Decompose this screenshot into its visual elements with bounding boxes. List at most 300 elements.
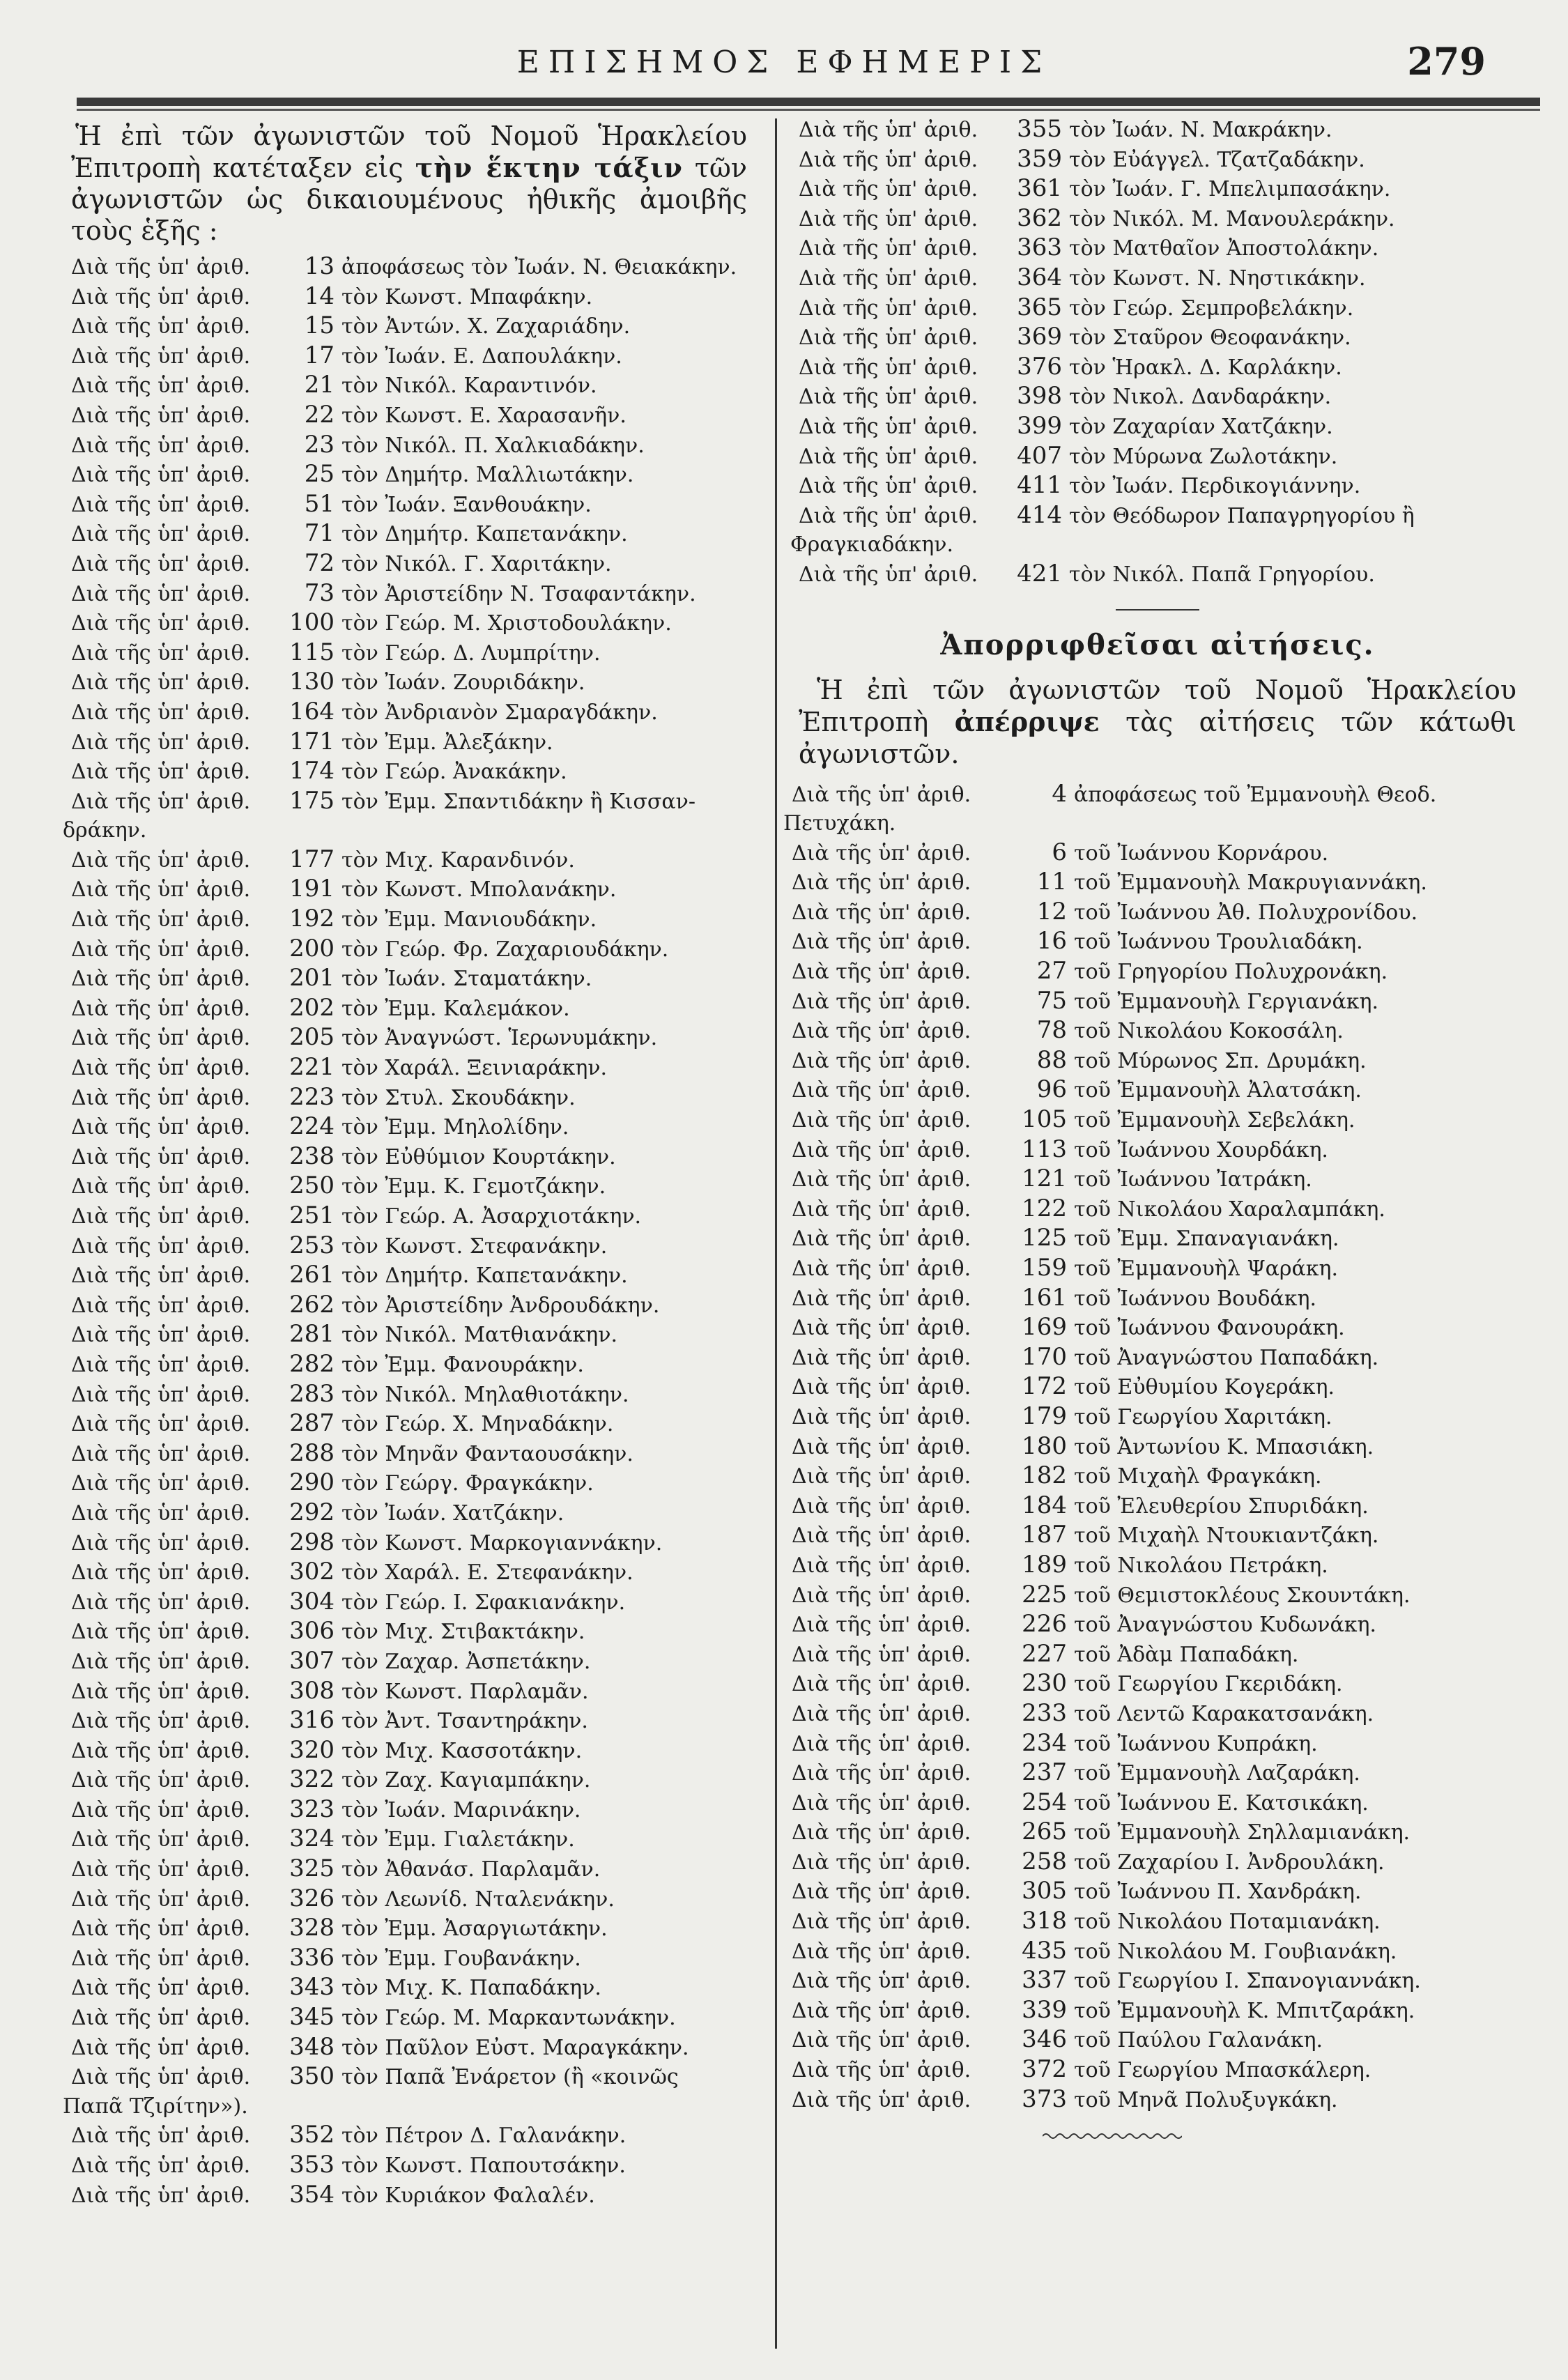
entry-text: τὸν Κωνστ. Στεφανάκην.: [341, 1234, 608, 1259]
entry-text: τοῦ Ἀντωνίου Κ. Μπασιάκη.: [1074, 1434, 1374, 1459]
entry-prefix: Διὰ τῆς ὑπ' ἀριθ.: [792, 1701, 971, 1726]
entry-text: τοῦ Ἰωάννου Π. Χανδράκη.: [1074, 1880, 1362, 1905]
entry-text: τὸν Κωνστ. Μπαφάκην.: [341, 284, 593, 309]
entry-number: 345: [289, 2003, 335, 2032]
entry-prefix: Διὰ τῆς ὑπ' ἀριθ.: [799, 236, 978, 261]
intro-text-end: τῶν ἀγωνιστῶν ὡς δικαιουμένους ἠθικῆς ἀμοιβῆς τοὺς ἑξῆς :: [71, 153, 747, 246]
list-item: [792, 1016, 1516, 1046]
entry-number: 325: [289, 1855, 335, 1883]
list-item: [71, 1795, 747, 1825]
entry-prefix: Διὰ τῆς ὑπ' ἀριθ.: [71, 1857, 251, 1882]
entry-prefix: Διὰ τῆς ὑπ' ἀριθ.: [799, 147, 978, 172]
entry-number: 6: [1052, 838, 1067, 866]
entry-prefix: Διὰ τῆς ὑπ' ἀριθ.: [71, 463, 251, 488]
entry-prefix: Διὰ τῆς ὑπ' ἀριθ.: [71, 1738, 251, 1763]
column-divider: [775, 118, 777, 2349]
list-item: [71, 1706, 747, 1736]
entry-number: 337: [1022, 1966, 1067, 1995]
entry-text: τοῦ Μύρωνος Σπ. Δρυμάκη.: [1074, 1048, 1367, 1073]
entry-prefix: Διὰ τῆς ὑπ' ἀριθ.: [799, 474, 978, 499]
entry-prefix: Διὰ τῆς ὑπ' ἀριθ.: [799, 206, 978, 231]
entry-prefix: Διὰ τῆς ὑπ' ἀριθ.: [792, 1672, 971, 1697]
entry-text: τοῦ Νικολάου Πετράκη.: [1074, 1553, 1328, 1578]
entry-number: 254: [1022, 1788, 1067, 1816]
entry-continuation: Παπᾶ Τζιρίτην»).: [63, 2094, 248, 2119]
entry-continuation: Πετυχάκη.: [783, 811, 896, 836]
entry-text: τὸν Ζαχαρίαν Χατζάκην.: [1069, 414, 1333, 439]
list-item: [71, 1914, 747, 1944]
entry-prefix: Διὰ τῆς ὑπ' ἀριθ.: [792, 1286, 971, 1311]
list-item: [71, 341, 747, 371]
entry-number: 171: [289, 727, 335, 755]
entry-text: τὸν Ἀντών. Χ. Ζαχαριάδην.: [341, 314, 631, 339]
entry-text: τοῦ Ἐμμ. Σπαναγιανάκη.: [1074, 1227, 1339, 1252]
list-item: [792, 1165, 1516, 1195]
entry-number: 421: [1017, 559, 1062, 588]
entry-prefix: Διὰ τῆς ὑπ' ἀριθ.: [792, 1523, 971, 1549]
sixth-class-list: [63, 252, 747, 2210]
entry-text: τὸν Νικολ. Δανδαράκην.: [1069, 385, 1332, 410]
entry-text: τοῦ Θεμιστοκλέους Σκουντάκη.: [1074, 1583, 1411, 1608]
entry-number: 326: [289, 1884, 335, 1912]
list-item: [799, 501, 1516, 531]
entry-text: τοῦ Ἐμμανουὴλ Λαζαράκη.: [1074, 1761, 1360, 1786]
list-item: [799, 204, 1516, 234]
entry-text: τοῦ Εὐθυμίου Κογεράκη.: [1074, 1375, 1335, 1400]
list-item: [71, 401, 747, 431]
entry-prefix: Διὰ τῆς ὑπ' ἀριθ.: [71, 670, 251, 696]
entry-number: 237: [1022, 1758, 1067, 1787]
rejected-intro-emphasis: ἀπέρριψε: [954, 705, 1100, 737]
list-item: [71, 1172, 747, 1201]
list-item: [792, 1521, 1516, 1551]
list-item: [71, 608, 747, 638]
entry-prefix: Διὰ τῆς ὑπ' ἀριθ.: [792, 1910, 971, 1935]
list-item: [792, 1551, 1516, 1581]
entry-prefix: Διὰ τῆς ὑπ' ἀριθ.: [71, 1085, 251, 1110]
entry-prefix: Διὰ τῆς ὑπ' ἀριθ.: [71, 1709, 251, 1734]
entry-number: 363: [1017, 233, 1062, 262]
list-item: [792, 1758, 1516, 1788]
entry-number: 362: [1017, 204, 1062, 232]
entry-prefix: Διὰ τῆς ὑπ' ἀριθ.: [792, 1048, 971, 1073]
entry-text: τοῦ Ἐμμανουὴλ Ψαράκη.: [1074, 1257, 1339, 1281]
entry-text: τὸν Θεόδωρον Παπαγρηγορίου ἢ: [1069, 503, 1415, 528]
entry-prefix: Διὰ τῆς ὑπ' ἀριθ.: [792, 840, 971, 866]
entry-text: τοῦ Ἰωάννου Φανουράκη.: [1074, 1316, 1345, 1341]
entry-number: 324: [289, 1825, 335, 1853]
entry-number: 307: [289, 1646, 335, 1675]
entry-prefix: Διὰ τῆς ὑπ' ἀριθ.: [792, 1019, 971, 1044]
list-item: [71, 1023, 747, 1053]
entry-prefix: Διὰ τῆς ὑπ' ἀριθ.: [71, 1887, 251, 1912]
list-item: [71, 2151, 747, 2181]
list-item: [792, 987, 1516, 1017]
entry-prefix: Διὰ τῆς ὑπ' ἀριθ.: [71, 907, 251, 932]
list-item: [71, 579, 747, 609]
list-item: [792, 1669, 1516, 1699]
list-item: [71, 638, 747, 668]
entry-prefix: Διὰ τῆς ὑπ' ἀριθ.: [792, 1642, 971, 1667]
list-item: [71, 460, 747, 490]
newspaper-title: ΕΠΙΣΗΜΟΣ ΕΦΗΜΕΡΙΣ: [516, 45, 1052, 80]
entry-text: τοῦ Ἐλευθερίου Σπυριδάκη.: [1074, 1494, 1369, 1519]
list-item: [799, 174, 1516, 204]
entry-prefix: Διὰ τῆς ὑπ' ἀριθ.: [71, 1917, 251, 1942]
entry-prefix: Διὰ τῆς ὑπ' ἀριθ.: [71, 1382, 251, 1407]
entry-prefix: Διὰ τῆς ὑπ' ἀριθ.: [792, 1137, 971, 1162]
entry-prefix: Διὰ τῆς ὑπ' ἀριθ.: [792, 1464, 971, 1489]
entry-text: τοῦ Νικολάου Μ. Γουβιανάκη.: [1074, 1939, 1397, 1964]
list-item: [71, 1083, 747, 1113]
entry-text: τοῦ Γεωργίου Μπασκάλερη.: [1074, 2058, 1371, 2083]
entry-number: 73: [304, 578, 335, 607]
entry-text: τὸν Σταῦρον Θεοφανάκην.: [1069, 325, 1351, 351]
entry-number: 17: [304, 341, 335, 369]
list-item: [71, 1855, 747, 1884]
list-item: [792, 1046, 1516, 1076]
entry-number: 51: [304, 489, 335, 518]
entry-number: 250: [289, 1172, 335, 1200]
entry-prefix: Διὰ τῆς ὑπ' ἀριθ.: [71, 1590, 251, 1615]
entry-text: τοῦ Ἐμμανουὴλ Σηλλαμιανάκη.: [1074, 1820, 1411, 1845]
entry-text: τὸν Ἐμμ. Ἀσαργιωτάκην.: [341, 1917, 608, 1942]
list-item: [792, 838, 1516, 868]
entry-number: 161: [1022, 1283, 1067, 1312]
entry-text: τὸν Κωνστ. Ε. Χαρασανῆν.: [341, 403, 627, 428]
list-item: [71, 2033, 747, 2063]
entry-number: 202: [289, 993, 335, 1022]
entry-prefix: Διὰ τῆς ὑπ' ἀριθ.: [71, 1323, 251, 1348]
list-item: [71, 757, 747, 787]
list-item: [71, 668, 747, 698]
entry-text: τὸν Νικόλ. Π. Χαλκιαδάκην.: [341, 433, 645, 458]
list-item: [792, 1848, 1516, 1878]
entry-text: τὸν Νικόλ. Παπᾶ Γρηγορίου.: [1069, 562, 1375, 587]
entry-number: 318: [1022, 1907, 1067, 1935]
list-item: [792, 2055, 1516, 2085]
entry-number: 78: [1036, 1016, 1067, 1045]
entry-number: 343: [289, 1973, 335, 2002]
entry-text: τὸν Ἰωάν. Μαρινάκην.: [341, 1797, 581, 1822]
list-item: [71, 994, 747, 1024]
entry-number: 290: [289, 1468, 335, 1497]
entry-prefix: Διὰ τῆς ὑπ' ἀριθ.: [792, 1998, 971, 2023]
list-item: [792, 1254, 1516, 1284]
entry-prefix: Διὰ τῆς ὑπ' ἀριθ.: [71, 1827, 251, 1852]
entry-prefix: Διὰ τῆς ὑπ' ἀριθ.: [792, 1197, 971, 1222]
entry-number: 177: [289, 845, 335, 873]
entry-text: τὸν Νικόλ. Μ. Μανουλεράκην.: [1069, 206, 1395, 231]
entry-number: 72: [304, 548, 335, 577]
page-header: [0, 36, 1568, 89]
entry-prefix: Διὰ τῆς ὑπ' ἀριθ.: [71, 640, 251, 666]
entry-prefix: Διὰ τῆς ὑπ' ἀριθ.: [71, 1679, 251, 1704]
entry-text: τὸν Μηνᾶν Φανταουσάκην.: [341, 1441, 633, 1466]
list-item: [792, 1729, 1516, 1759]
entry-prefix: Διὰ τῆς ὑπ' ἀριθ.: [71, 1234, 251, 1259]
entry-number: 182: [1022, 1461, 1067, 1490]
list-item: [799, 115, 1516, 145]
entry-text: τὸν Ἰωάν. Ξανθουάκην.: [341, 492, 592, 517]
entry-number: 205: [289, 1023, 335, 1052]
list-item: [792, 1640, 1516, 1670]
entry-text: τοῦ Γεωργίου Χαριτάκη.: [1074, 1404, 1332, 1429]
entry-number: 14: [304, 282, 335, 310]
entry-text: τὸν Ἰωάν. Ε. Δαπουλάκην.: [341, 344, 622, 369]
right-column: [783, 115, 1516, 2141]
entry-prefix: Διὰ τῆς ὑπ' ἀριθ.: [792, 1613, 971, 1638]
entry-number: 21: [304, 371, 335, 399]
entry-text: τὸν Ἰωάν. Περδικογιάννην.: [1069, 474, 1361, 499]
entry-text: τὸν Δημήτρ. Καπετανάκην.: [341, 522, 628, 547]
entry-prefix: Διὰ τῆς ὑπ' ἀριθ.: [799, 118, 978, 142]
left-column: [63, 115, 747, 2210]
entry-text: τοῦ Ἰωάννου Ε. Κατσικάκη.: [1074, 1790, 1369, 1815]
entry-text: τὸν Λεωνίδ. Νταλενάκην.: [341, 1887, 615, 1912]
entry-text: τὸν Παπᾶ Ἐνάρετον (ἢ «κοινῶς: [341, 2065, 679, 2090]
entry-text: τοῦ Γρηγορίου Πολυχρονάκη.: [1074, 960, 1388, 985]
entry-continuation: δράκην.: [63, 818, 147, 843]
entry-text: τὸν Νικόλ. Γ. Χαριτάκην.: [341, 551, 612, 576]
entry-prefix: Διὰ τῆς ὑπ' ἀριθ.: [792, 900, 971, 925]
list-item: [799, 412, 1516, 442]
list-item: [71, 1291, 747, 1321]
list-item: [792, 898, 1516, 928]
list-item: [71, 1677, 747, 1707]
entry-number: 353: [289, 2151, 335, 2179]
entry-text: τὸν Ἀθανάσ. Παρλαμᾶν.: [341, 1857, 601, 1882]
entry-number: 282: [289, 1349, 335, 1378]
entry-number: 365: [1017, 293, 1062, 321]
entry-text: τοῦ Ἀδὰμ Παπαδάκη.: [1074, 1642, 1299, 1667]
list-item: [71, 1468, 747, 1498]
entry-prefix: Διὰ τῆς ὑπ' ἀριθ.: [71, 2006, 251, 2031]
entry-text: τοῦ Ἐμμανουὴλ Σεβελάκη.: [1074, 1108, 1355, 1133]
entry-number: 251: [289, 1201, 335, 1229]
entry-prefix: Διὰ τῆς ὑπ' ἀριθ.: [799, 325, 978, 351]
entry-text: τὸν Κωνστ. Μαρκογιαννάκην.: [341, 1530, 663, 1556]
entry-number: 316: [289, 1706, 335, 1735]
entry-text: τὸν Ἰωάν. Γ. Μπελιμπασάκην.: [1069, 177, 1391, 202]
list-item: [792, 1105, 1516, 1135]
entry-number: 339: [1022, 1995, 1067, 2024]
entry-number: 320: [289, 1735, 335, 1764]
entry-prefix: Διὰ τῆς ὑπ' ἀριθ.: [799, 266, 978, 291]
list-item: [792, 1610, 1516, 1640]
list-item: [71, 964, 747, 994]
list-item: [71, 1647, 747, 1677]
entry-text: τοῦ Ἰωάννου Ἀθ. Πολυχρονίδου.: [1074, 900, 1418, 925]
entry-text: τὸν Ἀνδριανὸν Σμαραγδάκην.: [341, 700, 658, 725]
entry-prefix: Διὰ τῆς ὑπ' ἀριθ.: [792, 1969, 971, 1994]
entry-prefix: Διὰ τῆς ὑπ' ἀριθ.: [71, 2035, 251, 2060]
entry-text: τὸν Μιχ. Καρανδινόν.: [341, 847, 575, 873]
entry-prefix: Διὰ τῆς ὑπ' ἀριθ.: [71, 255, 251, 279]
rejected-list: [783, 779, 1516, 2115]
entry-number: 191: [289, 875, 335, 903]
entry-prefix: Διὰ τῆς ὑπ' ἀριθ.: [71, 1293, 251, 1318]
entry-number: 372: [1022, 2055, 1067, 2084]
list-item: [71, 1201, 747, 1231]
entry-text: τοῦ Γεωργίου Γκεριδάκη.: [1074, 1672, 1343, 1697]
entry-number: 4: [1052, 779, 1067, 808]
entry-prefix: Διὰ τῆς ὑπ' ἀριθ.: [71, 1026, 251, 1051]
list-item: [792, 927, 1516, 957]
section-separator: [1116, 609, 1199, 611]
entry-number: 192: [289, 905, 335, 933]
list-item: [71, 1765, 747, 1795]
list-item: [71, 1588, 747, 1618]
entry-prefix: Διὰ τῆς ὑπ' ἀριθ.: [71, 433, 251, 458]
entry-number: 16: [1036, 927, 1067, 955]
list-item: [71, 728, 747, 758]
entry-number: 238: [289, 1142, 335, 1170]
entry-text: τὸν Παῦλον Εὐστ. Μαραγκάκην.: [341, 2035, 689, 2060]
entry-prefix: Διὰ τῆς ὑπ' ἀριθ.: [71, 344, 251, 369]
entry-number: 130: [289, 668, 335, 696]
entry-number: 226: [1022, 1610, 1067, 1638]
entry-number: 328: [289, 1914, 335, 1942]
entry-number: 265: [1022, 1818, 1067, 1846]
list-item: [799, 382, 1516, 412]
list-item: [792, 1818, 1516, 1848]
entry-text: τὸν Μύρωνα Ζωλοτάκην.: [1069, 444, 1338, 469]
entry-prefix: Διὰ τῆς ὑπ' ἀριθ.: [71, 1620, 251, 1645]
list-item: [792, 1491, 1516, 1521]
entry-number: 174: [289, 757, 335, 785]
entry-prefix: Διὰ τῆς ὑπ' ἀριθ.: [71, 760, 251, 785]
entry-number: 223: [289, 1082, 335, 1111]
entry-number: 373: [1022, 2085, 1067, 2113]
entry-prefix: Διὰ τῆς ὑπ' ἀριθ.: [71, 374, 251, 399]
entry-prefix: Διὰ τῆς ὑπ' ἀριθ.: [792, 1820, 971, 1845]
entry-prefix: Διὰ τῆς ὑπ' ἀριθ.: [71, 877, 251, 903]
entry-number: 298: [289, 1528, 335, 1556]
entry-number: 201: [289, 964, 335, 992]
entry-prefix: Διὰ τῆς ὑπ' ἀριθ.: [792, 1494, 971, 1519]
entry-number: 399: [1017, 411, 1062, 440]
entry-prefix: Διὰ τῆς ὑπ' ἀριθ.: [71, 1352, 251, 1377]
entry-text: τοῦ Ἰωάννου Τρουλιαδάκη.: [1074, 930, 1363, 955]
entry-number: 414: [1017, 500, 1062, 529]
entry-prefix: Διὰ τῆς ὑπ' ἀριθ.: [71, 1471, 251, 1496]
list-item: [71, 845, 747, 875]
entry-number: 253: [289, 1231, 335, 1259]
list-item: [792, 1788, 1516, 1818]
entry-text: τὸν Μιχ. Κ. Παπαδάκην.: [341, 1976, 601, 2001]
list-item: [792, 1372, 1516, 1402]
entry-number: 100: [289, 608, 335, 637]
list-item: [792, 780, 1516, 810]
entry-text: τοῦ Ἰωάννου Βουδάκη.: [1074, 1286, 1317, 1311]
entry-text: τὸν Ζαχ. Καγιαμπάκην.: [341, 1768, 591, 1793]
page-number: 279: [1407, 39, 1486, 84]
entry-text: τὸν Ἰωάν. Σταματάκην.: [341, 967, 592, 992]
entry-prefix: Διὰ τῆς ὑπ' ἀριθ.: [71, 492, 251, 517]
list-item: [71, 905, 747, 935]
entry-number: 361: [1017, 174, 1062, 203]
entry-text: τὸν Γεώρ. Σεμπροβελάκην.: [1069, 295, 1354, 321]
entry-prefix: Διὰ τῆς ὑπ' ἀριθ.: [792, 1553, 971, 1578]
entry-text: τὸν Δημήτρ. Μαλλιωτάκην.: [341, 463, 634, 488]
list-item: [799, 471, 1516, 501]
entry-prefix: Διὰ τῆς ὑπ' ἀριθ.: [792, 2028, 971, 2053]
entry-number: 346: [1022, 2025, 1067, 2054]
entry-prefix: Διὰ τῆς ὑπ' ἀριθ.: [71, 1976, 251, 2001]
entry-text: τὸν Μιχ. Στιβακτάκην.: [341, 1620, 585, 1645]
entry-prefix: Διὰ τῆς ὑπ' ἀριθ.: [792, 1257, 971, 1281]
list-item: [799, 233, 1516, 263]
list-item: [799, 293, 1516, 323]
entry-number: 121: [1022, 1165, 1067, 1193]
list-item: [792, 1075, 1516, 1105]
entry-text: τὸν Πέτρον Δ. Γαλανάκην.: [341, 2124, 627, 2149]
entry-number: 234: [1022, 1728, 1067, 1757]
entry-number: 125: [1022, 1224, 1067, 1252]
entry-prefix: Διὰ τῆς ὑπ' ἀριθ.: [799, 295, 978, 321]
entry-number: 304: [289, 1587, 335, 1615]
entry-prefix: Διὰ τῆς ὑπ' ἀριθ.: [71, 847, 251, 873]
entry-prefix: Διὰ τῆς ὑπ' ἀριθ.: [71, 1530, 251, 1556]
header-rule: [77, 98, 1540, 106]
entry-prefix: Διὰ τῆς ὑπ' ἀριθ.: [799, 562, 978, 587]
list-item: [71, 1825, 747, 1855]
entry-prefix: Διὰ τῆς ὑπ' ἀριθ.: [792, 1939, 971, 1964]
entry-number: 75: [1036, 986, 1067, 1015]
list-item: [71, 1261, 747, 1291]
entry-prefix: Διὰ τῆς ὑπ' ἀριθ.: [71, 1441, 251, 1466]
entry-number: 350: [289, 2062, 335, 2091]
list-item: [792, 1937, 1516, 1967]
entry-number: 258: [1022, 1847, 1067, 1875]
list-item: [71, 490, 747, 520]
list-item: [792, 1966, 1516, 1996]
list-item: [71, 1558, 747, 1588]
entry-prefix: Διὰ τῆς ὑπ' ἀριθ.: [792, 1078, 971, 1103]
entry-number: 287: [289, 1409, 335, 1438]
list-item: [71, 1439, 747, 1469]
section-title: Ἀπορριφθεῖσαι αἰτήσεις.: [940, 628, 1375, 661]
list-item: [71, 312, 747, 341]
entry-prefix: Διὰ τῆς ὑπ' ἀριθ.: [792, 1167, 971, 1192]
entry-prefix: Διὰ τῆς ὑπ' ἀριθ.: [71, 1264, 251, 1289]
entry-prefix: Διὰ τῆς ὑπ' ἀριθ.: [71, 2065, 251, 2090]
entry-text: τὸν Γεώρ. Μ. Μαρκαντωνάκην.: [341, 2006, 676, 2031]
entry-text: τοῦ Ἐμμανουὴλ Κ. Μπιτζαράκη.: [1074, 1998, 1415, 2023]
list-item: [71, 1112, 747, 1142]
entry-text: τὸν Ἡρακλ. Δ. Καρλάκην.: [1069, 355, 1342, 380]
entry-prefix: Διὰ τῆς ὑπ' ἀριθ.: [71, 1797, 251, 1822]
entry-text: τὸν Ματθαῖον Ἀποστολάκην.: [1069, 236, 1379, 261]
entry-text: τὸν Ζαχαρ. Ἀσπετάκην.: [341, 1649, 591, 1674]
list-item: [71, 1617, 747, 1647]
entry-number: 288: [289, 1438, 335, 1467]
entry-text: τὸν Νικόλ. Καραντινόν.: [341, 374, 597, 399]
list-item: [792, 1461, 1516, 1491]
entry-text: τὸν Ἀριστείδην Ἀνδρουδάκην.: [341, 1293, 660, 1318]
rejected-intro-paragraph: [799, 674, 1516, 770]
entry-number: 113: [1022, 1135, 1067, 1163]
entry-number: 179: [1022, 1402, 1067, 1430]
entry-prefix: Διὰ τῆς ὑπ' ἀριθ.: [792, 1375, 971, 1400]
entry-prefix: Διὰ τῆς ὑπ' ἀριθ.: [792, 1761, 971, 1786]
entry-text: τὸν Εὐάγγελ. Τζατζαδάκην.: [1069, 147, 1365, 172]
entry-number: 407: [1017, 441, 1062, 470]
end-ornament: [1043, 2131, 1182, 2141]
entry-number: 308: [289, 1676, 335, 1705]
entry-prefix: Διὰ τῆς ὑπ' ἀριθ.: [71, 1768, 251, 1793]
